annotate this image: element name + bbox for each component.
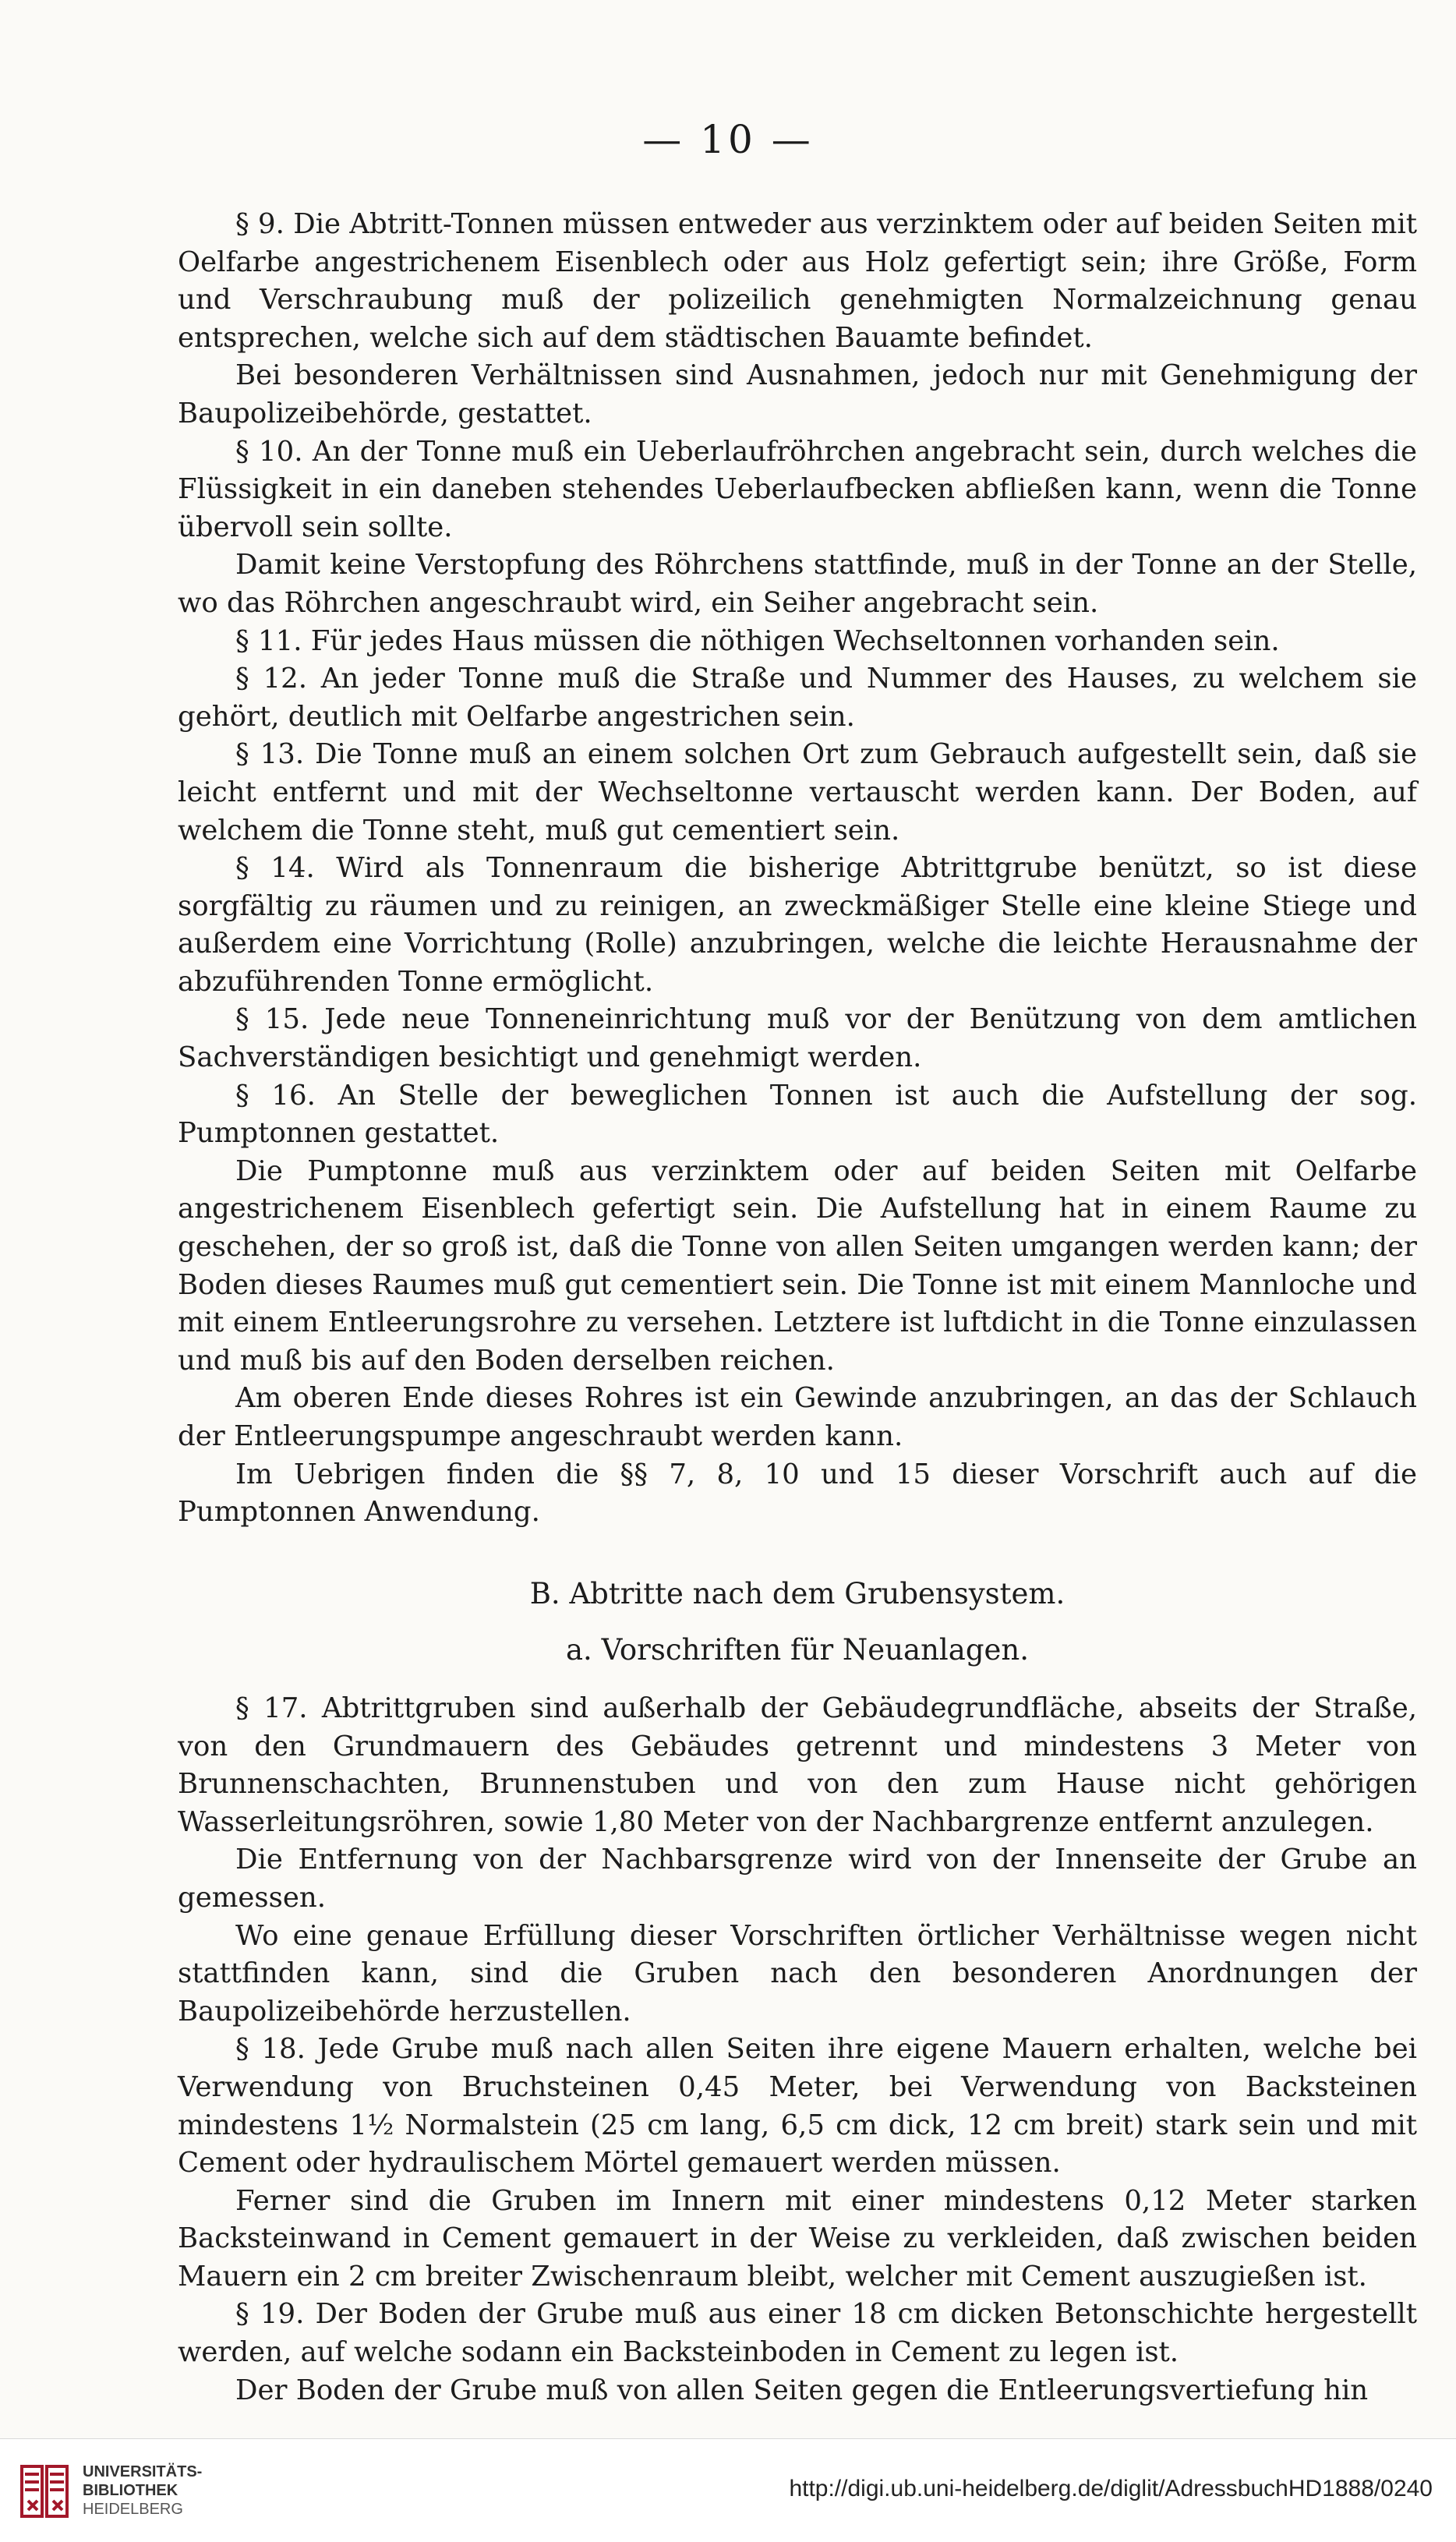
library-name-line-2: BIBLIOTHEK <box>83 2482 178 2499</box>
paragraph-section-10: § 10. An der Tonne muß ein Ueberlaufröhrchen angebracht sein, durch welches die Flüssigkeit in ein daneben stehendes Ueberlaufbecken abfließen kann, wenn die Tonne übervoll sein sollte. <box>178 435 1417 543</box>
paragraph-section-11: § 11. Für jedes Haus müssen die nöthigen Wechseltonnen vorhanden sein. <box>235 624 1280 657</box>
paragraph-section-17-ausnahmen: Wo eine genaue Erfüllung dieser Vorschriften örtlicher Verhältnisse wegen nicht stattfinden kann, sind die Gruben nach den besonderen Anordnungen der Baupolizeibehörde herzustellen. <box>178 1919 1417 2028</box>
universitaetsbibliothek-logo-icon[interactable] <box>17 2459 72 2524</box>
page-number: — 10 — <box>642 117 814 162</box>
paragraph-section-10-strainer: Damit keine Verstopfung des Röhrchens stattfinde, muß in der Tonne an der Stelle, wo das Röhrchen angeschraubt wird, ein Seiher angebracht sein. <box>178 549 1417 619</box>
document-body <box>178 206 1417 2409</box>
paragraph-section-18-verkleidung: Ferner sind die Gruben im Innern mit einer mindestens 0,12 Meter starken Backsteinwand in Cement gemauert in der Weise zu verkleiden, daß zwischen beiden Mauern ein 2 cm breiter Zwischenraum bleibt, welcher mit Cement auszugießen ist. <box>178 2184 1417 2293</box>
section-heading: B. Abtritte nach dem Grubensystem. <box>529 1576 1065 1610</box>
paragraph-section-14: § 14. Wird als Tonnenraum die bisherige Abtrittgrube benützt, so ist diese sorgfältig zu räumen und zu reinigen, an zweckmäßiger Stelle eine kleine Stiege und außerdem eine Vorrichtung (Rolle) anzubringen, welche die leichte Herausnahme der abzuführenden Tonne ermöglicht. <box>178 852 1417 998</box>
permalink-url[interactable]: http://digi.ub.uni-heidelberg.de/diglit/AdressbuchHD1888/0240 <box>789 2476 1433 2501</box>
section-subheading: a. Vorschriften für Neuanlagen. <box>565 1633 1029 1667</box>
paragraph-section-17-entfernung: Die Entfernung von der Nachbarsgrenze wird von der Innenseite der Grube an gemessen. <box>178 1844 1417 1914</box>
paragraph-section-19-gefaelle: Der Boden der Grube muß von allen Seiten gegen die Entleerungsvertiefung hin <box>235 2374 1369 2406</box>
paragraph-section-16: § 16. An Stelle der beweglichen Tonnen ist auch die Aufstellung der sog. Pumptonnen gestattet. <box>178 1079 1417 1150</box>
paragraph-section-16-pumptonne: Die Pumptonne muß aus verzinktem oder auf beiden Seiten mit Oelfarbe angestrichenem Eisenblech gefertigt sein. Die Aufstellung hat in einem Raume zu geschehen, der so groß ist, daß die Tonne von allen Seiten umgangen werden kann; der Boden dieses Raumes muß gut cementiert sein. Die Tonne ist mit einem Mannloche und mit einem Entleerungsrohre zu versehen. Letztere ist luftdicht in die Tonne einzulassen und muß bis auf den Boden derselben reichen. <box>178 1154 1417 1377</box>
paragraph-section-19: § 19. Der Boden der Grube muß aus einer 18 cm dicken Betonschichte hergestellt werden, auf welche sodann ein Backsteinboden in Cement zu legen ist. <box>178 2298 1417 2369</box>
library-name-line-1: UNIVERSITÄTS- <box>83 2463 203 2480</box>
paragraph-section-9: § 9. Die Abtritt-Tonnen müssen entweder aus verzinktem oder auf beiden Seiten mit Oelfarbe angestrichenem Eisenblech oder aus Holz gefertigt sein; ihre Größe, Form und Verschraubung muß der polizeilich genehmigten Normalzeichnung genau entsprechen, welche sich auf dem städtischen Bauamte befindet. <box>178 208 1417 354</box>
paragraph-section-9-exceptions: Bei besonderen Verhältnissen sind Ausnahmen, jedoch nur mit Genehmigung der Baupolizeibehörde, gestattet. <box>178 359 1417 430</box>
paragraph-section-13: § 13. Die Tonne muß an einem solchen Ort zum Gebrauch aufgestellt sein, daß sie leicht entfernt und mit der Wechseltonne vertauscht werden kann. Der Boden, auf welchem die Tonne steht, muß gut cementiert sein. <box>178 738 1417 847</box>
library-name[interactable] <box>83 2462 202 2519</box>
footer-bar <box>0 2438 1456 2542</box>
library-name-line-3: HEIDELBERG <box>83 2501 183 2518</box>
paragraph-section-17: § 17. Abtrittgruben sind außerhalb der Gebäudegrundfläche, abseits der Straße, von den Grundmauern des Gebäudes getrennt und mindestens 3 Meter von Brunnenschachten, Brunnenstuben und von den zum Hause nicht gehörigen Wasserleitungsröhren, sowie 1,80 Meter von der Nachbargrenze entfernt anzulegen. <box>178 1692 1417 1838</box>
paragraph-section-16-anwendung: Im Uebrigen finden die §§ 7, 8, 10 und 15 dieser Vorschrift auch auf die Pumptonnen Anwendung. <box>178 1458 1417 1529</box>
paragraph-section-16-gewinde: Am oberen Ende dieses Rohres ist ein Gewinde anzubringen, an das der Schlauch der Entleerungspumpe angeschraubt werden kann. <box>178 1382 1417 1452</box>
paragraph-section-12: § 12. An jeder Tonne muß die Straße und Nummer des Hauses, zu welchem sie gehört, deutlich mit Oelfarbe angestrichen sein. <box>178 663 1417 733</box>
paragraph-section-18: § 18. Jede Grube muß nach allen Seiten ihre eigene Mauern erhalten, welche bei Verwendung von Bruchsteinen 0,45 Meter, bei Verwendung von Backsteinen mindestens 1½ Normalstein (25 cm lang, 6,5 cm dick, 12 cm breit) stark sein und mit Cement oder hydraulischem Mörtel gemauert werden müssen. <box>178 2033 1417 2180</box>
paragraph-section-15: § 15. Jede neue Tonneneinrichtung muß vor der Benützung von dem amtlichen Sachverständigen besichtigt und genehmigt werden. <box>178 1003 1417 1074</box>
